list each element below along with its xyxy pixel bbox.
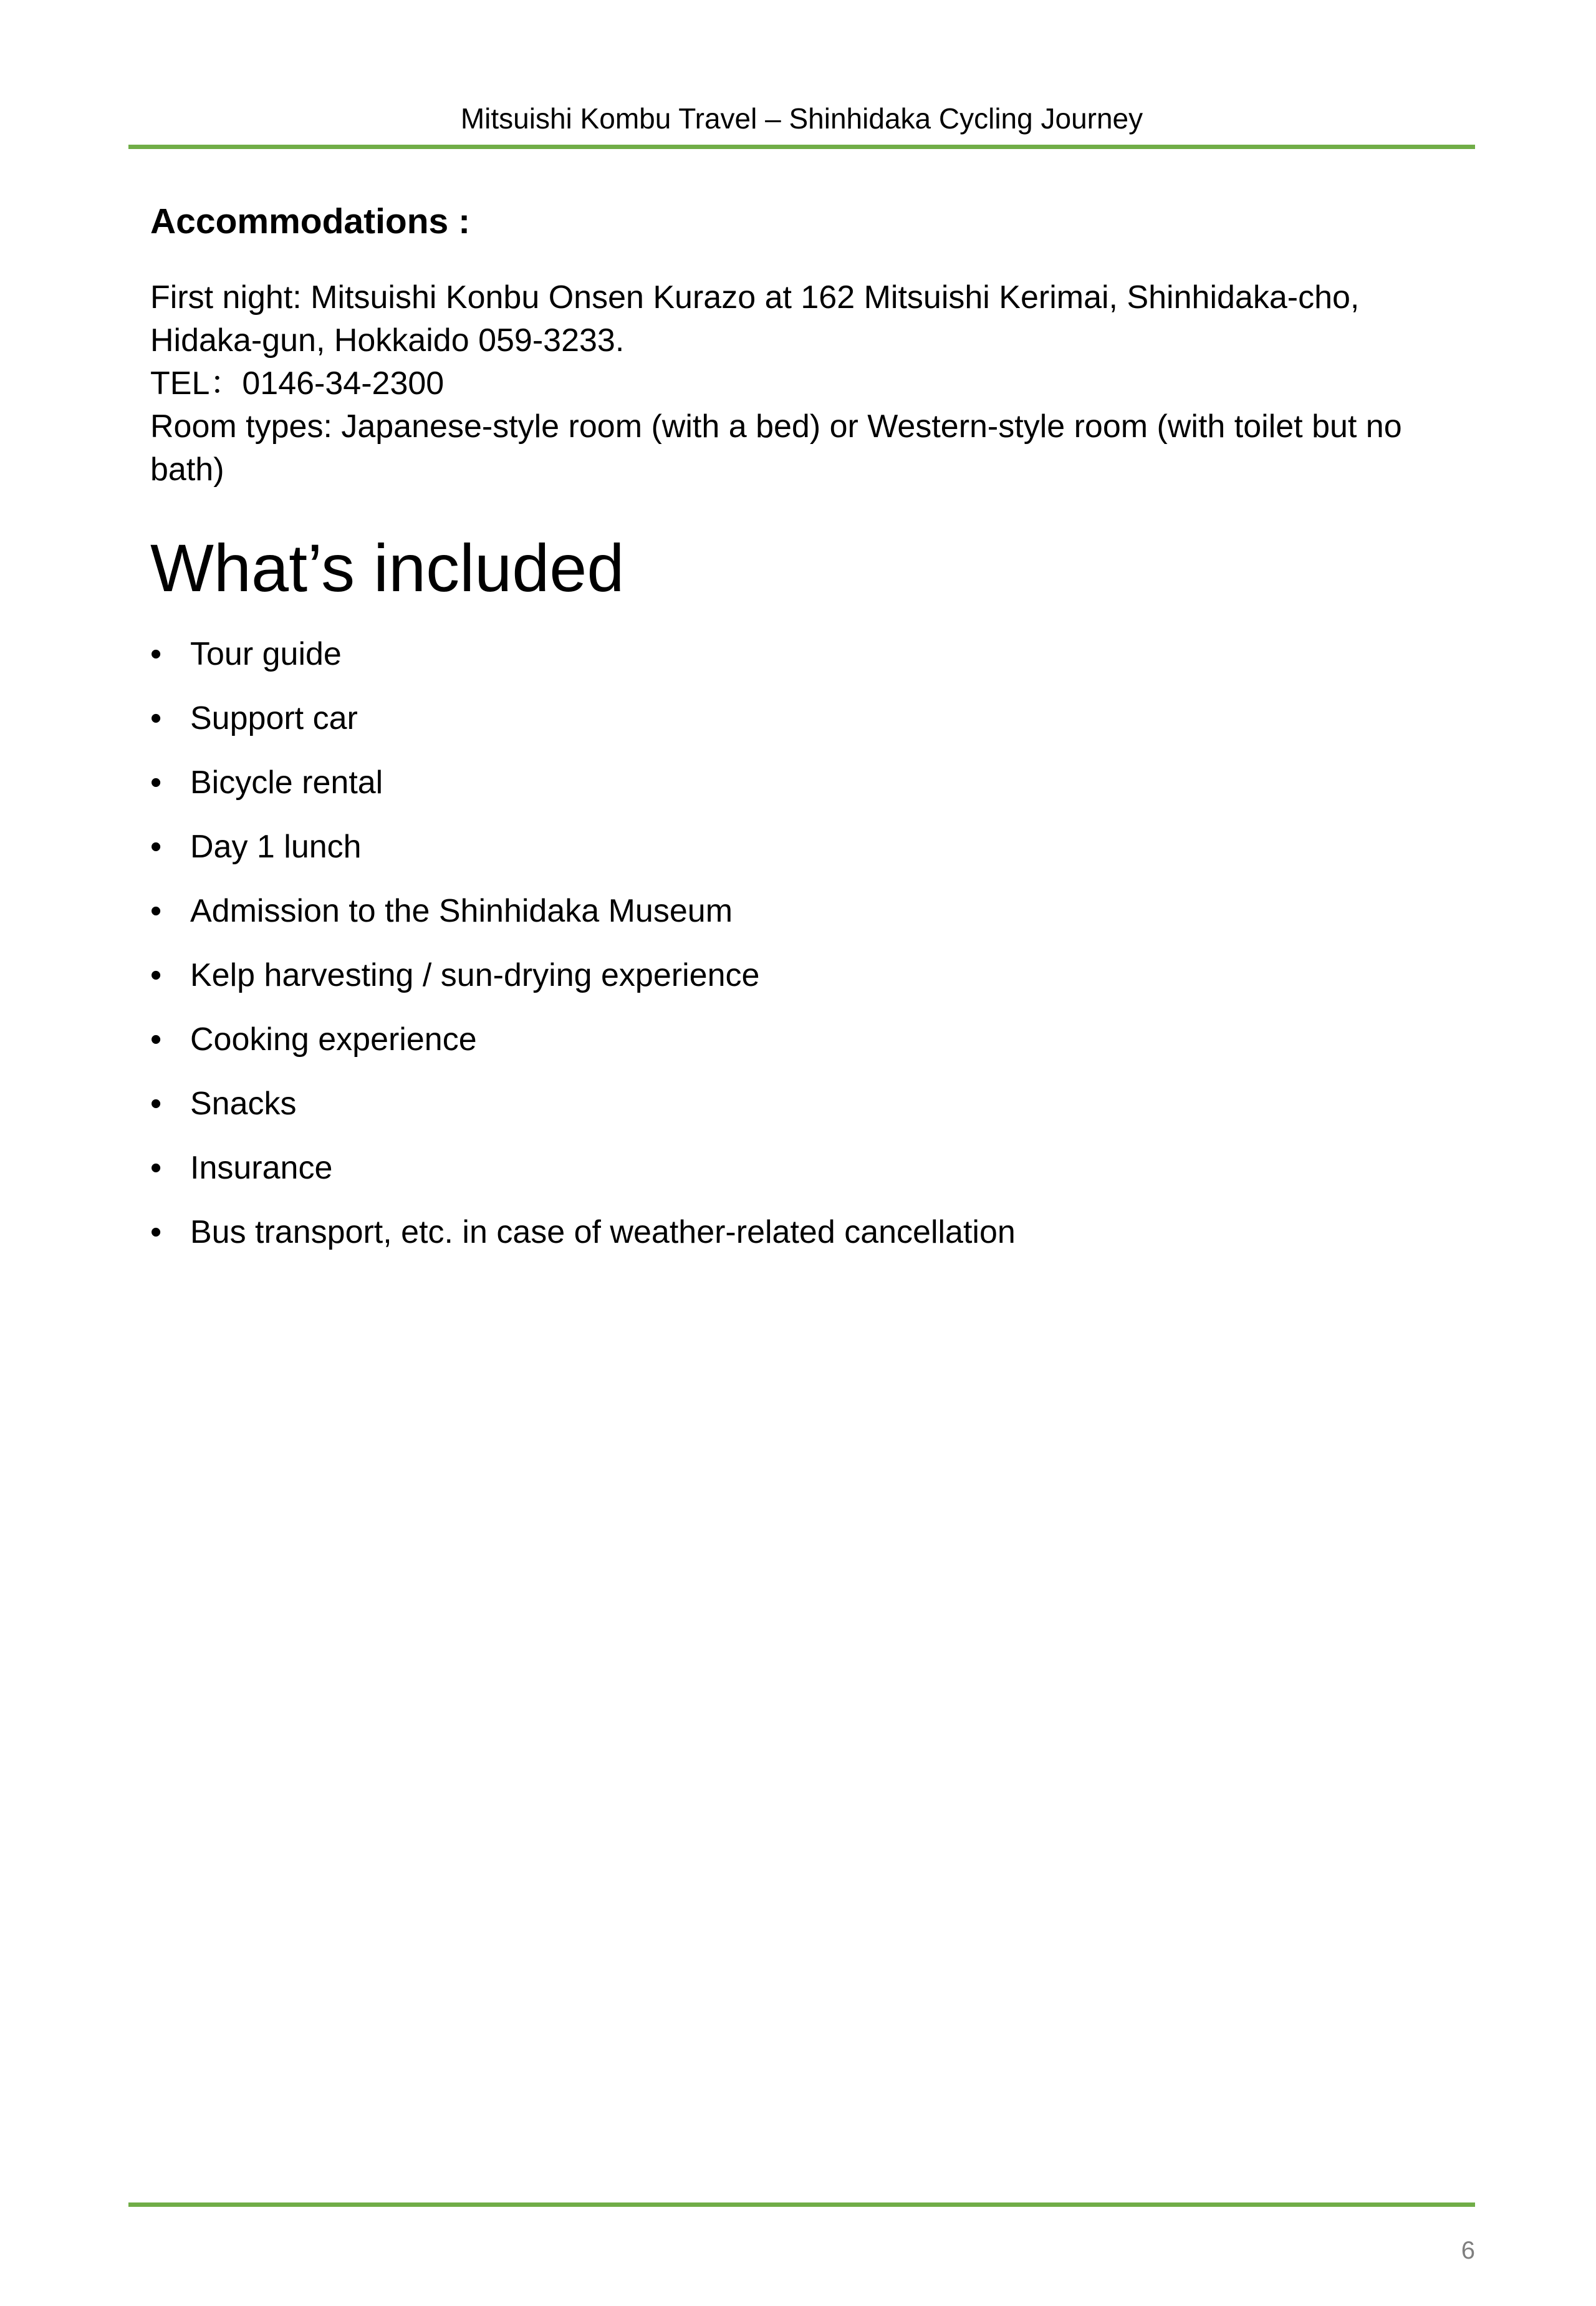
list-item-text: Tour guide — [190, 636, 342, 672]
list-item — [150, 699, 1447, 738]
list-item-text: Kelp harvesting / sun-drying experience — [190, 957, 760, 993]
bullet-icon: • — [150, 1150, 162, 1186]
page-header — [128, 94, 1475, 150]
bullet-icon: • — [150, 636, 162, 672]
page-number: 6 — [1461, 2237, 1475, 2264]
accommodations-phone: TEL：0146-34-2300 — [150, 365, 445, 402]
list-item-text: Day 1 lunch — [190, 829, 362, 865]
list-item — [150, 763, 1447, 803]
bullet-icon: • — [150, 1086, 162, 1122]
accommodations-line-1: First night: Mitsuishi Konbu Onsen Kurazo at 162 Mitsuishi Kerimai, Shinhidaka-cho, — [150, 279, 1360, 316]
header-title: Mitsuishi Kombu Travel – Shinhidaka Cycling Journey — [460, 102, 1143, 135]
accommodations-line-4: Room types: Japanese-style room (with a bed) or Western-style room (with toilet but no — [150, 408, 1402, 445]
page-content — [150, 196, 1447, 1277]
whats-included-title: What’s included — [150, 530, 625, 605]
bullet-icon: • — [150, 829, 162, 865]
list-item — [150, 1084, 1447, 1124]
list-item — [150, 1213, 1447, 1252]
accommodations-line-2: Hidaka-gun, Hokkaido 059-3233. — [150, 322, 625, 359]
accommodations-heading: Accommodations : — [150, 201, 471, 241]
list-item — [150, 1020, 1447, 1059]
list-item — [150, 956, 1447, 995]
bullet-icon: • — [150, 957, 162, 993]
accommodations-details — [150, 276, 1447, 491]
list-item-text: Support car — [190, 700, 358, 736]
accommodations-line-5: bath) — [150, 451, 224, 488]
bullet-icon: • — [150, 1214, 162, 1250]
list-item — [150, 635, 1447, 674]
list-item — [150, 827, 1447, 867]
list-item-text: Bicycle rental — [190, 765, 383, 801]
bullet-icon: • — [150, 1021, 162, 1058]
list-item-text: Bus transport, etc. in case of weather-related cancellation — [190, 1214, 1016, 1250]
bullet-icon: • — [150, 700, 162, 736]
list-item-text: Admission to the Shinhidaka Museum — [190, 893, 733, 929]
header-rule — [128, 145, 1475, 149]
page-footer — [128, 2202, 1475, 2277]
bullet-icon: • — [150, 893, 162, 929]
list-item — [150, 1149, 1447, 1188]
list-item-text: Snacks — [190, 1086, 297, 1122]
footer-rule — [128, 2202, 1475, 2207]
bullet-icon: • — [150, 765, 162, 801]
list-item — [150, 892, 1447, 931]
list-item-text: Insurance — [190, 1150, 333, 1186]
included-list — [150, 635, 1447, 1252]
list-item-text: Cooking experience — [190, 1021, 477, 1058]
